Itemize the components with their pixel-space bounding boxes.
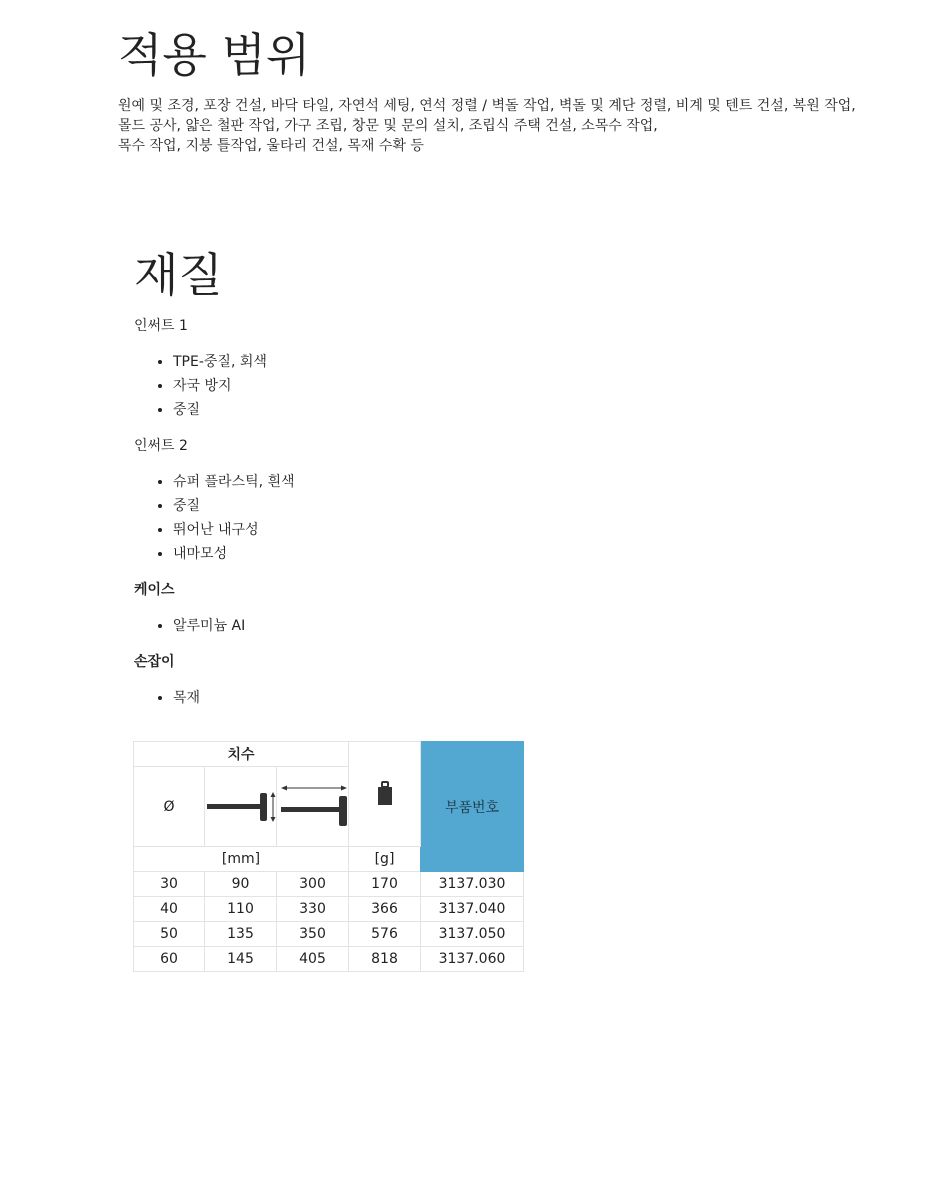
- hammer-length-icon: [278, 782, 348, 832]
- unit-g: [g]: [349, 847, 421, 872]
- table-row: [134, 897, 524, 922]
- scope-line: 원예 및 조경, 포장 건설, 바닥 타일, 자연석 세팅, 연석 정렬 / 벽돌 작업, 벽돌 및 계단 정렬, 비계 및 텐트 건설, 복원 작업,: [118, 98, 856, 114]
- table-cell: 50: [134, 922, 205, 947]
- material-title: 재질: [134, 248, 223, 302]
- hammer-head-height-icon: [206, 787, 276, 827]
- length-header-cell: [277, 767, 349, 847]
- table-cell: 40: [134, 897, 205, 922]
- table-cell: 405: [277, 947, 349, 972]
- table-cell: 110: [205, 897, 277, 922]
- list-item: • 알루미늄 AI: [173, 614, 834, 638]
- table-cell: 350: [277, 922, 349, 947]
- table-cell: 300: [277, 872, 349, 897]
- table-cell: 576: [349, 922, 421, 947]
- scope-title: 적용 범위: [118, 28, 311, 82]
- group-title-handle: 손잡이: [134, 654, 175, 670]
- group-title-insert-2: 인써트 2: [134, 438, 188, 454]
- table-cell: 330: [277, 897, 349, 922]
- list-item: • 목재: [173, 686, 834, 710]
- table-cell: 30: [134, 872, 205, 897]
- list-item: • 슈퍼 플라스틱, 흰색: [173, 470, 834, 494]
- weight-header-cell: [349, 742, 421, 847]
- table-cell: 3137.030: [421, 872, 524, 897]
- insert-2-list: [134, 470, 834, 566]
- table-row: [134, 872, 524, 897]
- list-item: • 뛰어난 내구성: [173, 518, 834, 542]
- table-cell: 3137.040: [421, 897, 524, 922]
- table-row: [134, 922, 524, 947]
- table-cell: 170: [349, 872, 421, 897]
- list-item: • 중질: [173, 494, 834, 518]
- scope-line: 목수 작업, 지붕 틀작업, 울타리 건설, 목재 수확 등: [118, 138, 424, 154]
- spec-table: [133, 741, 524, 972]
- table-cell: 135: [205, 922, 277, 947]
- unit-mm: [mm]: [134, 847, 349, 872]
- weight-icon: [375, 780, 395, 808]
- handle-list: [134, 686, 834, 710]
- group-title-case: 케이스: [134, 582, 175, 598]
- table-cell: 366: [349, 897, 421, 922]
- case-list: [134, 614, 834, 638]
- insert-1-list: [134, 350, 834, 422]
- table-row: [134, 947, 524, 972]
- head-height-header-cell: [205, 767, 277, 847]
- table-cell: 60: [134, 947, 205, 972]
- table-cell: 3137.050: [421, 922, 524, 947]
- scope-description: [118, 96, 918, 156]
- list-item: • 자국 방지: [173, 374, 834, 398]
- part-number-header: 부품번호: [421, 742, 524, 872]
- table-cell: 90: [205, 872, 277, 897]
- list-item: • TPE-중질, 회색: [173, 350, 834, 374]
- table-cell: 818: [349, 947, 421, 972]
- material-section: [134, 242, 834, 724]
- application-scope-section: [118, 22, 918, 156]
- table-cell: 3137.060: [421, 947, 524, 972]
- group-title-insert-1: 인써트 1: [134, 318, 188, 334]
- table-cell: 145: [205, 947, 277, 972]
- diameter-header: Ø: [134, 767, 205, 847]
- list-item: • 중질: [173, 398, 834, 422]
- dimensions-header: 치수: [134, 742, 349, 767]
- list-item: • 내마모성: [173, 542, 834, 566]
- scope-line: 몰드 공사, 얇은 철판 작업, 가구 조립, 창문 및 문의 설치, 조립식 주택 건설, 소목수 작업,: [118, 118, 658, 134]
